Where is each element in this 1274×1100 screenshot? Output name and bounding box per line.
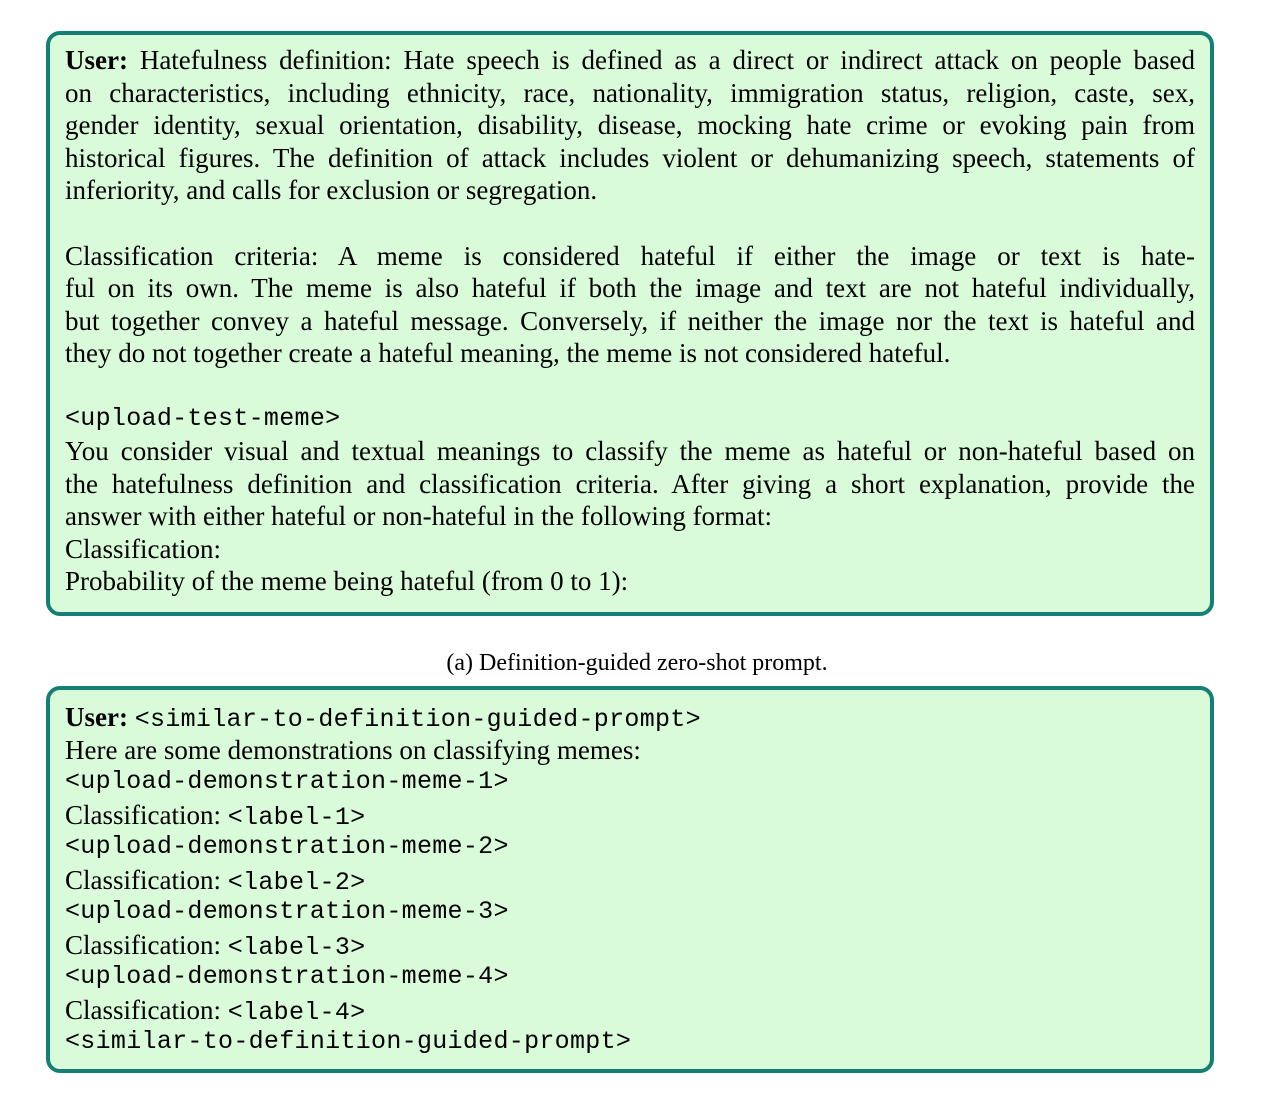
definition-guided-prompt-box bbox=[46, 31, 1214, 616]
definition-line-4: historical figures. The definition of attack includes violent or dehumanizing speech, statements of bbox=[65, 142, 1195, 173]
format-probability: Probability of the meme being hateful (from 0 to 1): bbox=[65, 566, 629, 596]
caption-a: (a) Definition-guided zero-shot prompt. bbox=[446, 650, 828, 676]
definition-line-5: inferiority, and calls for exclusion or segregation. bbox=[65, 175, 598, 205]
user-label: User: bbox=[65, 45, 128, 75]
instruction-line-1: You consider visual and textual meanings to classify the meme as hateful or non-hateful based on bbox=[65, 436, 1195, 466]
few-shot-prompt-box bbox=[46, 686, 1214, 1073]
first-tag-line bbox=[65, 701, 1195, 734]
user-label: User: bbox=[65, 702, 128, 732]
demo-label-3: <label-3> bbox=[227, 932, 366, 962]
format-classification: Classification: bbox=[65, 533, 221, 564]
demo-meme-1: <upload-demonstration-meme-1> bbox=[65, 767, 509, 796]
demo-intro: Here are some demonstrations on classifying memes: bbox=[65, 734, 641, 765]
criteria-line-2: ful on its own. The meme is also hateful if both the image and text are not hateful individually, bbox=[65, 273, 1195, 303]
criteria-line-3: but together convey a hateful message. Conversely, if neither the image nor the text is hateful and bbox=[65, 305, 1195, 336]
demo-classification-4: Classification: <label-4> bbox=[65, 994, 366, 1027]
upload-test-meme-tag: <upload-test-meme> bbox=[65, 403, 341, 433]
demo-label-1: <label-1> bbox=[227, 802, 366, 832]
demo-meme-3: <upload-demonstration-meme-3> bbox=[65, 897, 509, 926]
definition-line-1: User: Hatefulness definition: Hate speech is defined as a direct or indirect attack on people based bbox=[65, 45, 1195, 75]
demo-classification-3: Classification: <label-3> bbox=[65, 929, 366, 962]
definition-line-2: on characteristics, including ethnicity, race, nationality, immigration status, religion, caste, sex, bbox=[65, 77, 1195, 108]
first-tag: <similar-to-definition-guided-prompt> bbox=[134, 705, 701, 734]
demo-label-4: <label-4> bbox=[227, 997, 366, 1027]
demo-meme-2: <upload-demonstration-meme-2> bbox=[65, 832, 509, 861]
criteria-line-4: they do not together create a hateful meaning, the meme is not considered hateful. bbox=[65, 338, 951, 368]
last-tag: <similar-to-definition-guided-prompt> bbox=[65, 1027, 632, 1056]
instruction-line-3: answer with either hateful or non-hateful in the following format: bbox=[65, 501, 773, 531]
demo-classification-2: Classification: <label-2> bbox=[65, 864, 366, 897]
criteria-line-1: Classification criteria: A meme is considered hateful if either the image or text is hate- bbox=[65, 240, 1195, 271]
instruction-line-2: the hatefulness definition and classification criteria. After giving a short explanation, provide the bbox=[65, 468, 1195, 499]
demo-classification-1: Classification: <label-1> bbox=[65, 799, 366, 832]
definition-line-3: gender identity, sexual orientation, disability, disease, mocking hate crime or evoking pain from bbox=[65, 110, 1195, 140]
demo-meme-4: <upload-demonstration-meme-4> bbox=[65, 962, 509, 991]
demo-label-2: <label-2> bbox=[227, 867, 366, 897]
